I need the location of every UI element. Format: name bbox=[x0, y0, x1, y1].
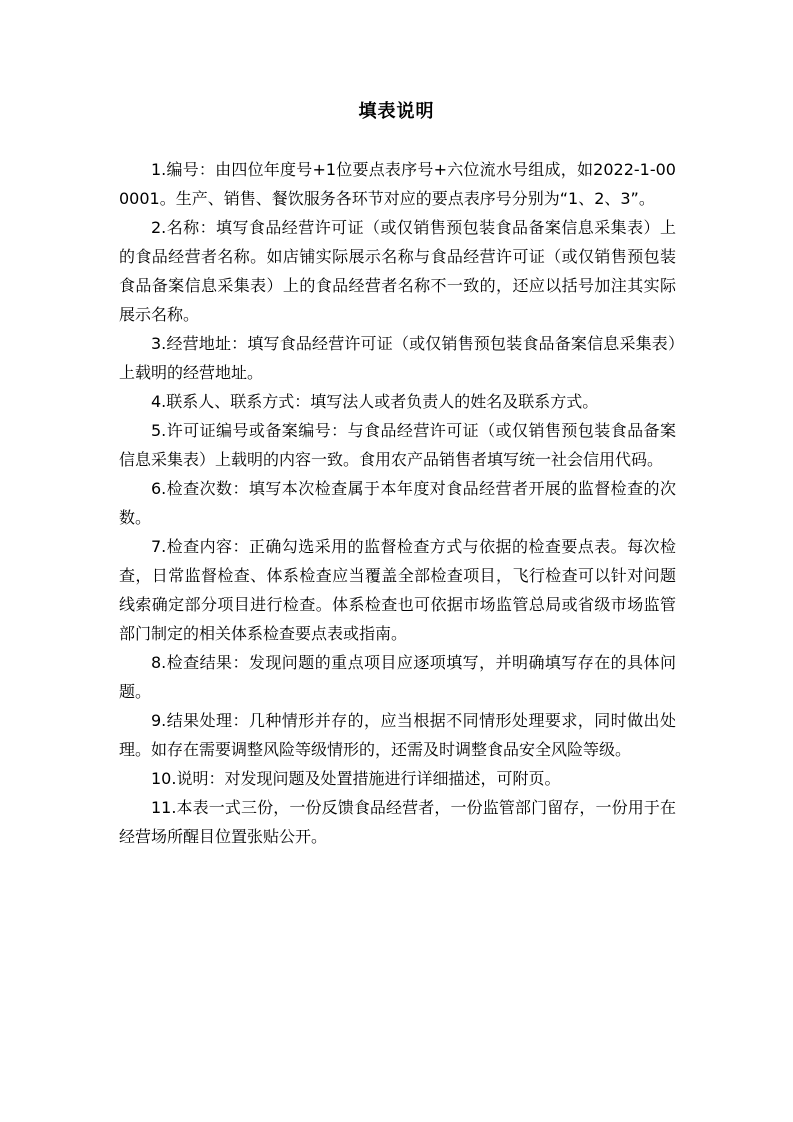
instruction-paragraph-license: 5.许可证编号或备案编号：与食品经营许可证（或仅销售预包装食品备案信息采集表）上载明的内容一致。食用农产品销售者填写统一社会信用代码。 bbox=[119, 421, 676, 469]
instruction-paragraph-inspection-count: 6.检查次数：填写本次检查属于本年度对食品经营者开展的监督检查的次数。 bbox=[119, 479, 676, 527]
instruction-paragraph-copies: 11.本表一式三份，一份反馈食品经营者，一份监管部门留存，一份用于在经营场所醒目位置张贴公开。 bbox=[119, 798, 676, 846]
instructions-body bbox=[119, 155, 676, 851]
page-title: 填表说明 bbox=[358, 101, 435, 122]
instruction-paragraph-result-handling: 9.结果处理：几种情形并存的，应当根据不同情形处理要求，同时做出处理。如存在需要调整风险等级情形的，还需及时调整食品安全风险等级。 bbox=[119, 711, 676, 759]
instruction-paragraph-name: 2.名称：填写食品经营许可证（或仅销售预包装食品备案信息采集表）上的食品经营者名称。如店铺实际展示名称与食品经营许可证（或仅销售预包装食品备案信息采集表）上的食品经营者名称不一致的，还应以括号加注其实际展示名称。 bbox=[119, 218, 676, 324]
instruction-paragraph-notes: 10.说明：对发现问题及处置措施进行详细描述，可附页。 bbox=[151, 769, 561, 788]
instruction-paragraph-inspection-result: 8.检查结果：发现问题的重点项目应逐项填写，并明确填写存在的具体问题。 bbox=[119, 653, 676, 701]
instruction-paragraph-number: 1.编号：由四位年度号+1位要点表序号+六位流水号组成，如2022-1-000001。生产、销售、餐饮服务各环节对应的要点表序号分别为“1、2、3”。 bbox=[119, 160, 676, 208]
instruction-paragraph-contact: 4.联系人、联系方式：填写法人或者负责人的姓名及联系方式。 bbox=[151, 392, 599, 411]
instruction-paragraph-address: 3.经营地址：填写食品经营许可证（或仅销售预包装食品备案信息采集表）上载明的经营地址。 bbox=[119, 334, 676, 382]
instruction-paragraph-inspection-content: 7.检查内容：正确勾选采用的监督检查方式与依据的检查要点表。每次检查，日常监督检查、体系检查应当覆盖全部检查项目，飞行检查可以针对问题线索确定部分项目进行检查。体系检查也可依据市场监管总局或省级市场监管部门制定的相关体系检查要点表或指南。 bbox=[119, 537, 676, 643]
